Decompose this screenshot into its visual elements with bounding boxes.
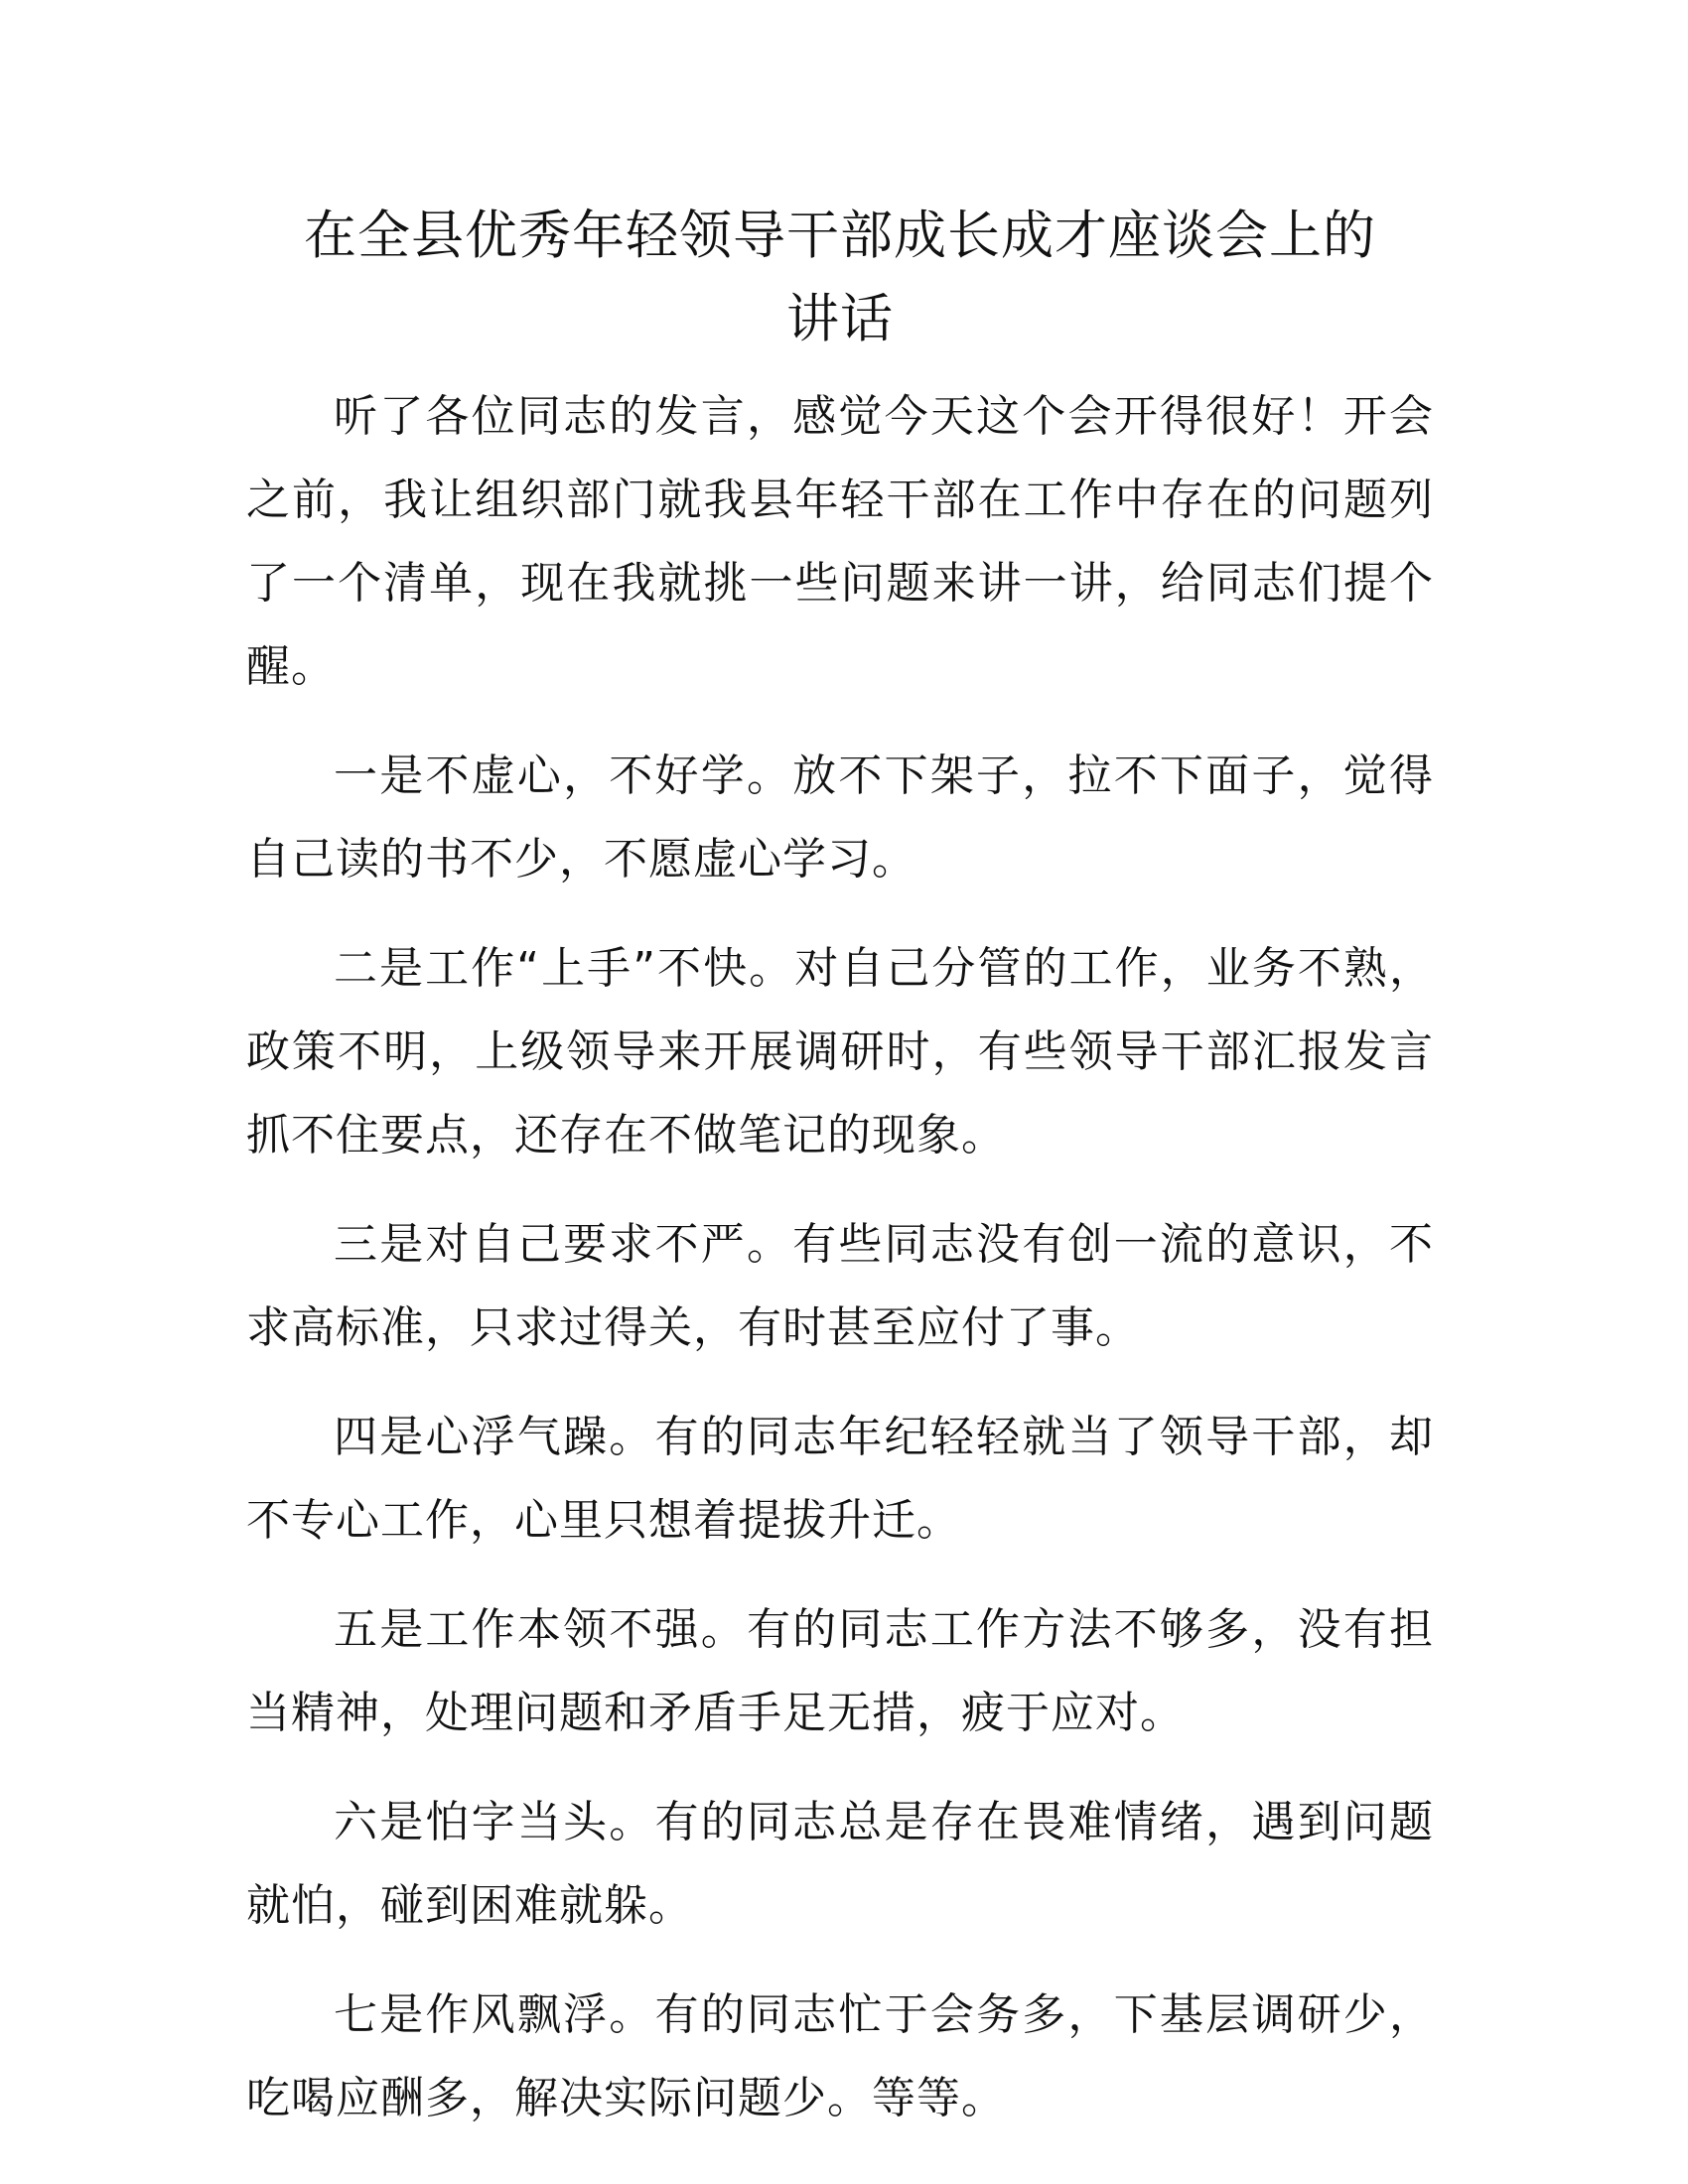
paragraph-point-2: 二是工作“上手”不快。对自己分管的工作，业务不熟，政策不明，上级领导来开展调研时，有些领导干部汇报发言抓不住要点，还存在不做笔记的现象。	[246, 943, 1434, 1160]
paragraph-point-1: 一是不虚心，不好学。放不下架子，拉不下面子，觉得自己读的书不少，不愿虚心学习。	[246, 751, 1434, 885]
document-title	[246, 195, 1434, 361]
document-body	[246, 375, 1434, 2140]
paragraph-point-5: 五是工作本领不强。有的同志工作方法不够多，没有担当精神，处理问题和矛盾手足无措，疲于应对。	[246, 1604, 1434, 1738]
paragraph-point-7: 七是作风飘浮。有的同志忙于会务多，下基层调研少，吃喝应酬多，解决实际问题少。等等。	[246, 1989, 1434, 2123]
title-line-2: 讲话	[786, 289, 894, 349]
document-page	[246, 195, 1434, 2166]
paragraph-point-4: 四是心浮气躁。有的同志年纪轻轻就当了领导干部，却不专心工作，心里只想着提拔升迁。	[246, 1412, 1434, 1546]
title-line-1: 在全县优秀年轻领导干部成长成才座谈会上的	[304, 205, 1376, 266]
paragraph-point-6: 六是怕字当头。有的同志总是存在畏难情绪，遇到问题就怕，碰到困难就躲。	[246, 1797, 1434, 1931]
paragraph-intro: 听了各位同志的发言，感觉今天这个会开得很好！开会之前，我让组织部门就我县年轻干部在工作中存在的问题列了一个清单，现在我就挑一些问题来讲一讲，给同志们提个醒。	[246, 391, 1434, 692]
paragraph-point-3: 三是对自己要求不严。有些同志没有创一流的意识，不求高标准，只求过得关，有时甚至应付了事。	[246, 1219, 1434, 1353]
